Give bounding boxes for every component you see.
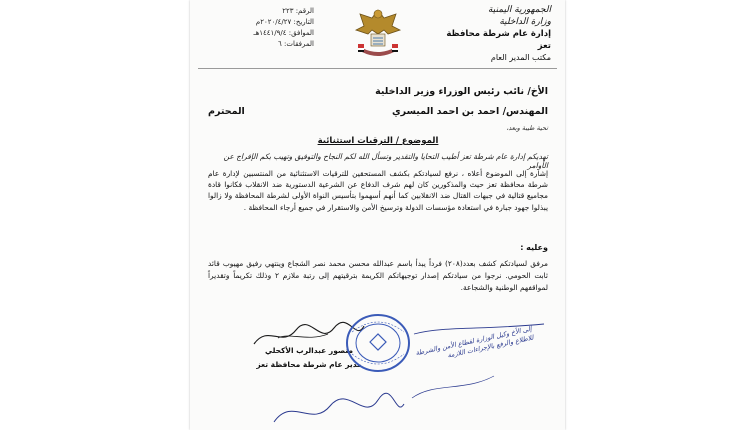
date-hijri: الموافق: ١٤٤١/٩/٤هـ — [253, 29, 314, 37]
recipient-title: الأخ/ نائب رئيس الوزراء وزير الداخلية — [375, 86, 548, 97]
honorific: المحترم — [208, 106, 245, 117]
letter-page — [190, 0, 565, 430]
recipient-name: المهندس/ احمد بن احمد الميسري — [391, 106, 548, 117]
signatory-name: منصور عبدالرب الأكحلي — [264, 346, 353, 355]
official-stamp-icon — [344, 312, 412, 374]
handwritten-intro: تهديكم إدارة عام شرطة تعز أطيب التحايا والتقدير وتسأل الله لكم النجاح والتوفيق وتهيب بكم الإفراج عن الأوامر — [223, 152, 548, 170]
letterhead — [190, 0, 565, 72]
issuer-block — [431, 4, 551, 64]
body-paragraph-1: إشارة إلى الموضوع أعلاه ، نرفع لسيادتكم بكشف المستحقين للترقيات الاستثنائية من المنتسبين لإدارة عام شرطة محافظة تعز حيث والمذكورين كان لهم شرف الدفاع عن الشرعية الدستورية ضد الانقلاب فكانوا قادة مجاميع قتالية في جبهات القتال ضد الانقلابين كما أنهم أسهموا بتأسيس النواة الأولى لشرطة المحافظة ولا زالوا يبذلوا جهود جبارة في استعادة مؤسسات الدولة وترسيخ الأمن والاستقرار في جميع أرجاء المحافظة . — [208, 169, 548, 212]
handwritten-note: إلى الأخ وكيل الوزارة لقطاع الأمن والشرطة للاطلاع والرفع بالإجراءات اللازمة — [414, 324, 535, 360]
reference-block — [204, 6, 314, 50]
eagle-emblem-icon — [350, 4, 406, 62]
greeting: تحية طيبة وبعد، — [506, 124, 548, 132]
pen-flourish-icon — [268, 392, 408, 430]
office-name: مكتب المدير العام — [490, 53, 551, 62]
signatory-title: مدير عام شرطة محافظة تعز — [256, 360, 362, 369]
signature-block — [208, 312, 548, 430]
subject-line: الموضوع / الترقيات استثنائية — [317, 136, 439, 146]
recipient-line — [208, 106, 548, 117]
closing-word: وعليه : — [520, 243, 548, 252]
ministry-name: وزارة الداخلية — [499, 17, 551, 27]
date-gregorian: التاريخ: ٢٠٢٠/٤/٢٧م — [255, 18, 314, 26]
attachments-count: المرفقات: ٦ — [278, 40, 314, 48]
header-divider — [198, 68, 557, 69]
body-paragraph-2: مرفق لسيادتكم كشف بعدد(٢٠٨) فرداً يبدأ باسم عبدالله محسن محمد نصر الشجاع وينتهي رفيق مهيوب قائد ثابت الحومي. نرجوا من سيادتكم إصدار توجيهاتكم الكريمة بترقيتهم إلى رتبة ملازم ٢ وذلك تكريماً وتقديراً لمواقفهم الوطنية والشجاعة. — [208, 259, 548, 292]
department-name: إدارة عام شرطة محافظة تعز — [446, 29, 551, 51]
republic-name: الجمهورية اليمنية — [487, 5, 551, 15]
ref-number: الرقم: ٢٢٣ — [282, 7, 314, 15]
